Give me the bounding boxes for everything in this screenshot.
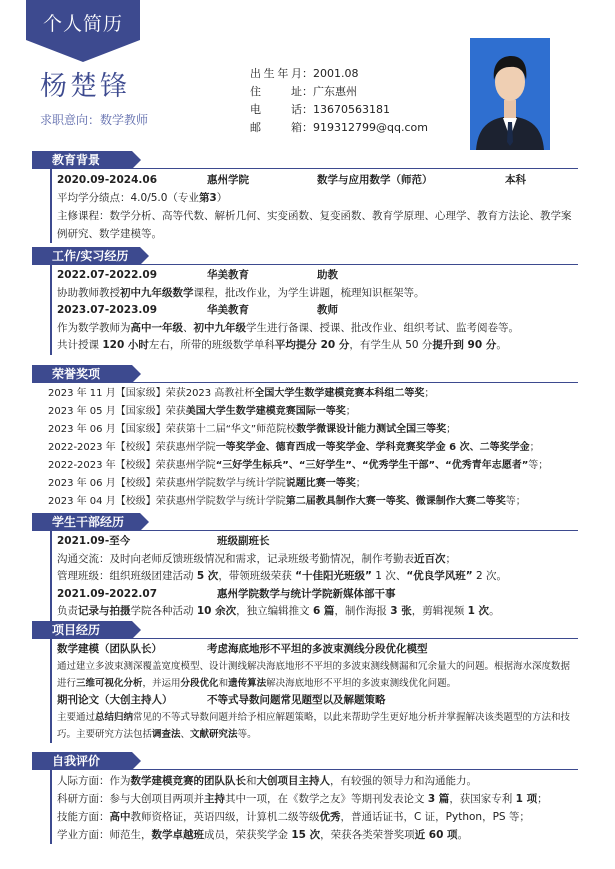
award-item: 2023 年 06 月【校级】荣获惠州学院数学与统计学院说题比赛一等奖； [48, 478, 366, 489]
work-body [50, 265, 578, 355]
profile-photo [470, 38, 550, 150]
job-desc: 作为数学教师为高中一年级、初中九年级学生进行备课、授课、批改作业、组织考试、监考阅卷等。 [57, 321, 519, 334]
section-awards [32, 365, 578, 511]
section-title: 自我评价 [32, 752, 132, 770]
info-row-phone: 电话 ： 13670563181 [250, 103, 390, 116]
section-title: 工作/实习经历 [32, 247, 140, 265]
cadre-desc: 负责记录与拍摄学院各种活动 10 余次，独立编辑推文 6 篇，制作海报 3 张，剪辑视频 1 次。 [57, 605, 500, 617]
award-item: 2022-2023 年【校级】荣获惠州学院“三好学生标兵”、“三好学生”、“优秀学生干部”、“优秀青年志愿者”等； [48, 460, 549, 471]
section-student-cadre [32, 513, 578, 621]
resume-banner [26, 0, 140, 62]
job-row: 2023.07-2023.09 华美教育 教师 [57, 304, 338, 316]
section-title: 项目经历 [32, 621, 132, 639]
section-header [32, 752, 578, 770]
projects-body [50, 639, 578, 743]
award-item: 2022-2023 年【校级】荣获惠州学院一等奖学金、德育西成一等奖学金、学科竞赛奖学金 6 次、二等奖学金； [48, 442, 540, 453]
job-desc: 共计授课 120 小时左右，所带的班级数学单科平均提分 20 分，有学生从 50 分提升到 90 分。 [57, 339, 507, 351]
award-item: 2023 年 05 月【国家级】荣获美国大学生数学建模竞赛国际一等奖； [48, 406, 356, 417]
section-projects [32, 621, 578, 743]
section-work [32, 247, 578, 355]
section-title: 荣誉奖项 [32, 365, 132, 383]
section-header [32, 151, 578, 169]
section-header [32, 621, 578, 639]
job-row: 2022.07-2022.09 华美教育 助教 [57, 269, 338, 281]
project-row: 期刊论文（大创主持人） 不等式导数问题常见题型以及解题策略 [57, 694, 386, 706]
evaluation-line: 技能方面：高中教师资格证，英语四级，计算机二级等级优秀，普通话证书，C 证，Python，PS 等； [57, 811, 530, 823]
banner-title: 个人简历 [42, 13, 123, 35]
candidate-name: 杨楚锋 [40, 71, 130, 102]
section-title: 教育背景 [32, 151, 132, 169]
cadre-row: 2021.09-至今 班级副班长 [57, 535, 270, 547]
section-header [32, 513, 578, 531]
portrait-icon [470, 38, 550, 150]
cadre-row: 2021.09-2022.07 惠州学院数学与统计学院新媒体部干事 [57, 587, 396, 600]
section-education [32, 151, 578, 243]
info-row-birth: 出生年月 ： 2001.08 [250, 67, 359, 80]
section-header [32, 365, 578, 383]
evaluation-body [50, 770, 578, 844]
section-title: 学生干部经历 [32, 513, 140, 531]
cadre-body [50, 531, 578, 621]
personal-info [250, 65, 428, 137]
gpa-line: 平均学分绩点：4.0/5.0（专业第3） [57, 192, 228, 204]
evaluation-line: 学业方面：师范生，数学卓越班成员，荣获奖学金 15 次，荣获各类荣誉奖项近 60 项。 [57, 829, 469, 841]
cadre-desc: 管理班级：组织班级团建活动 5 次，带领班级荣获 “十佳阳光班级” 1 次、“优良学风班” 2 次。 [57, 570, 507, 582]
job-objective: 求职意向：数学教师 [40, 113, 149, 127]
cadre-desc: 沟通交流：及时向老师反馈班级情况和需求，记录班级考勤情况，制作考勤表近百次； [57, 552, 456, 565]
evaluation-line: 科研方面：参与大创项目两项并主持其中一项，在《数学之友》等期刊发表论文 3 篇，获国家专利 1 项； [57, 793, 548, 805]
education-body [50, 169, 578, 243]
info-row-address: 住址 ： 广东惠州 [250, 85, 357, 98]
project-desc: 主要通过总结归纳常见的不等式导数问题并给予相应解题策略，以此来帮助学生更好地分析并掌握解决该类题型的方法和技巧。主要研究方法包括调查法、文献研究法等。 [57, 712, 571, 740]
courses-line: 主修课程：数学分析、高等代数、解析几何、实变函数、复变函数、教育学原理、心理学、教育方法论、教学案例研究、数学建模等。 [57, 210, 572, 240]
award-item: 2023 年 04 月【校级】荣获惠州学院数学与统计学院第二届教具制作大赛一等奖、微课制作大赛二等奖等； [48, 496, 526, 507]
evaluation-line: 人际方面：作为数学建模竞赛的团队队长和大创项目主持人，有较强的领导力和沟通能力。 [57, 775, 477, 787]
info-row-email: 邮箱 ： 919312799@qq.com [250, 121, 428, 134]
award-item: 2023 年 11 月【国家级】荣获2023 高教社杯全国大学生数学建模竞赛本科组二等奖； [48, 388, 435, 399]
education-header-row: 2020.09-2024.06 惠州学院 数学与应用数学（师范） 本科 [57, 174, 526, 186]
project-row: 数学建模（团队队长） 考虑海底地形不平坦的多波束测线分段优化模型 [57, 643, 428, 655]
section-header [32, 247, 578, 265]
award-item: 2023 年 06 月【国家级】荣获第十二届“华文”师范院校数学微课设计能力测试全国三等奖； [48, 424, 457, 435]
job-desc: 协助教师教授初中九年级数学课程，批改作业，为学生讲题，梳理知识框架等。 [57, 286, 425, 299]
awards-body [32, 383, 578, 511]
project-desc: 通过建立多波束测深覆盖宽度模型、设计测线解决海底地形不平坦的多波束测线侧漏和冗余量大的问题。根据海水深度数据进行三维可视化分析，并运用分段优化和遗传算法解决海底地形不平坦的多波束测线优化问题。 [57, 661, 571, 689]
section-self-evaluation [32, 752, 578, 844]
